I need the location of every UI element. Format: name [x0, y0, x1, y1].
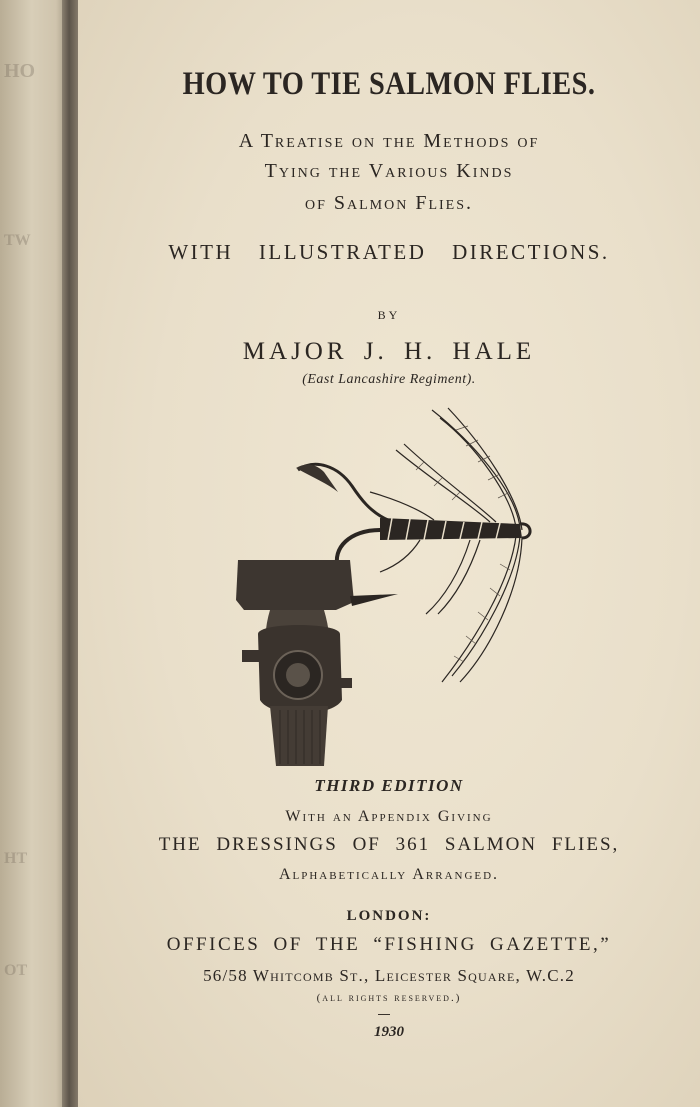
vice-hook-point: [350, 594, 398, 606]
left-page-edge: [0, 0, 70, 1107]
fly-wing-feathers: [370, 408, 522, 682]
fly-feather-barbs: [416, 426, 510, 662]
year-rule: [378, 1014, 390, 1015]
vice-stem: [270, 706, 328, 766]
left-page-ghost-text: TW: [4, 232, 31, 249]
author-name: MAJOR J. H. HALE: [242, 338, 536, 365]
left-page-ghost-text: HT: [4, 850, 28, 867]
vice-screw-center: [286, 663, 310, 687]
book-title: HOW TO TIE SALMON FLIES.: [182, 66, 596, 102]
subtitle-line-3: of Salmon Flies.: [304, 192, 474, 214]
by-line: BY: [377, 308, 401, 322]
arranged-line: Alphabetically Arranged.: [278, 866, 500, 883]
publisher-city: LONDON:: [346, 908, 432, 924]
appendix-line: With an Appendix Giving: [285, 808, 493, 825]
vice-jaw-top: [236, 560, 354, 610]
left-page-ghost-text: OT: [4, 962, 28, 979]
salmon-fly-in-vice-illustration: [220, 400, 540, 770]
left-page-ghost-text: HO: [4, 60, 36, 82]
author-regiment: (East Lancashire Regiment).: [302, 372, 476, 387]
vice-right-lug: [338, 678, 352, 688]
rights-notice: (all rights reserved.): [316, 992, 462, 1004]
publisher-address: 56/58 Whitcomb St., Leicester Square, W.C.2: [203, 966, 575, 985]
illustrated-directions-line: WITH ILLUSTRATED DIRECTIONS.: [168, 240, 610, 264]
fly-body: [380, 518, 522, 540]
publication-year: 1930: [374, 1024, 404, 1040]
vice-left-lug: [242, 650, 260, 662]
edition-label: THIRD EDITION: [314, 776, 464, 795]
subtitle-line-2: Tying the Various Kinds: [264, 160, 514, 182]
publisher-name: OFFICES OF THE “FISHING GAZETTE,”: [166, 934, 612, 955]
dressings-line: THE DRESSINGS OF 361 SALMON FLIES,: [158, 834, 620, 855]
subtitle-line-1: A Treatise on the Methods of: [238, 130, 540, 152]
